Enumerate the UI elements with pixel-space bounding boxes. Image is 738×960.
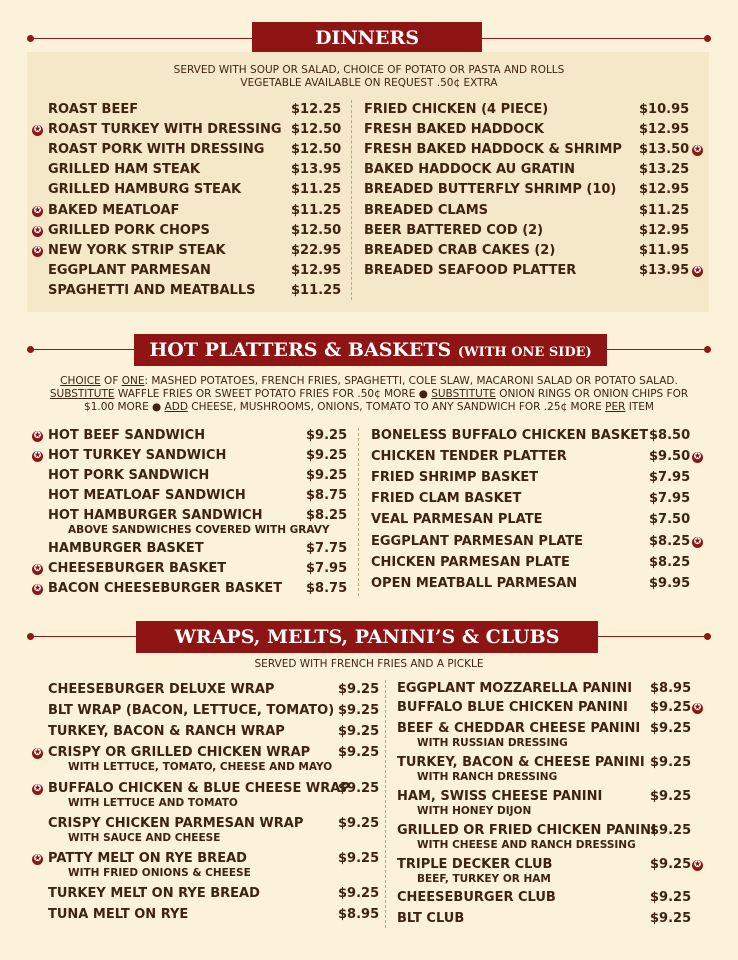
menu-item-price: $9.25 <box>306 448 348 463</box>
menu-item-price: $22.95 <box>291 242 342 258</box>
menu-item <box>397 700 628 716</box>
featured-star-icon: ✪ <box>693 860 702 870</box>
menu-item-name: EGGPLANT PARMESAN PLATE <box>371 533 584 549</box>
wraps-divider <box>385 680 386 928</box>
menu-item-price: $13.95 <box>291 162 342 178</box>
menu-item-name: TURKEY, BACON & RANCH WRAP <box>48 724 285 739</box>
menu-item-price: $11.25 <box>639 202 690 218</box>
menu-item-name: ROAST TURKEY WITH DRESSING <box>48 122 282 138</box>
menu-item <box>48 182 241 198</box>
menu-item-name: FRIED CLAM BASKET <box>371 491 522 507</box>
menu-item-price: $9.25 <box>650 789 692 804</box>
menu-item-name: FRESH BAKED HADDOCK <box>364 122 544 138</box>
menu-item-price: $9.95 <box>649 575 691 591</box>
menu-item <box>371 449 567 465</box>
menu-item-price: $12.95 <box>291 262 342 278</box>
featured-star-icon: ✪ <box>33 854 42 864</box>
menu-item <box>397 823 656 851</box>
menu-item-name: HOT PORK SANDWICH <box>48 468 210 483</box>
menu-item-price: $9.25 <box>650 700 692 715</box>
menu-item <box>48 907 188 923</box>
menu-item-name: FRIED CHICKEN (4 PIECE) <box>364 102 549 117</box>
menu-item-name: SPAGHETTI AND MEATBALLS <box>48 282 256 298</box>
menu-item-name: BAKED MEATLOAF <box>48 202 180 218</box>
menu-item-description: WITH SAUCE AND CHEESE <box>68 832 221 844</box>
platters-divider <box>358 428 359 596</box>
menu-item <box>364 122 544 138</box>
menu-item <box>364 142 622 158</box>
menu-item-name: CHEESEBURGER BASKET <box>48 561 227 576</box>
menu-item-name: FRIED SHRIMP BASKET <box>371 470 539 486</box>
menu-item <box>48 263 211 279</box>
menu-item <box>48 851 251 879</box>
menu-item-name: TURKEY MELT ON RYE BREAD <box>48 886 260 901</box>
featured-star-icon: ✪ <box>33 125 42 136</box>
menu-item-price: $8.95 <box>338 907 380 922</box>
menu-item <box>371 512 542 528</box>
menu-item-price: $9.25 <box>338 682 380 697</box>
menu-item-name: BAKED HADDOCK AU GRATIN <box>364 162 576 178</box>
menu-item-name: EGGPLANT MOZZARELLA PANINI <box>397 681 633 696</box>
menu-item <box>371 491 521 507</box>
wraps-note: SERVED WITH FRENCH FRIES AND A PICKLE <box>254 658 484 670</box>
menu-item-description: ABOVE SANDWICHES COVERED WITH GRAVY <box>68 524 330 536</box>
menu-item-name: TRIPLE DECKER CLUB <box>397 857 553 872</box>
menu-item <box>48 102 138 118</box>
menu-item-price: $13.95 <box>639 262 690 278</box>
menu-item-price: $9.25 <box>650 911 692 926</box>
menu-item-name: VEAL PARMESAN PLATE <box>371 512 543 528</box>
menu-item-name: GRILLED HAMBURG STEAK <box>48 182 242 198</box>
menu-item <box>48 468 209 484</box>
featured-star-icon: ✪ <box>33 748 42 758</box>
menu-item-name: HOT HAMBURGER SANDWICH <box>48 508 263 523</box>
menu-item-price: $9.25 <box>306 468 348 483</box>
menu-item <box>371 555 570 571</box>
menu-item-name: BEER BATTERED COD (2) <box>364 222 544 238</box>
menu-item-price: $12.50 <box>291 142 342 158</box>
menu-item-price: $9.25 <box>338 851 380 866</box>
menu-item <box>397 755 645 783</box>
menu-item-name: BREADED CLAMS <box>364 202 489 218</box>
menu-item-price: $8.25 <box>649 533 691 549</box>
menu-item-price: $9.25 <box>650 890 692 905</box>
menu-item-description: BEEF, TURKEY OR HAM <box>417 873 551 885</box>
dinners-note: SERVED WITH SOUP OR SALAD, CHOICE OF POTATO OR PASTA AND ROLLS VEGETABLE AVAILABLE ON REQUEST .50¢ EXTRA <box>173 64 565 89</box>
menu-item-name: BEEF & CHEDDAR CHEESE PANINI <box>397 721 641 736</box>
menu-item-name: CHICKEN TENDER PLATTER <box>371 449 567 465</box>
menu-item-price: $8.75 <box>306 581 348 596</box>
featured-star-icon: ✪ <box>33 205 42 216</box>
menu-item <box>48 243 226 259</box>
menu-item-name: BLT CLUB <box>397 911 465 926</box>
menu-item-price: $9.25 <box>338 703 380 718</box>
menu-item <box>48 223 210 239</box>
menu-item-name: TURKEY, BACON & CHEESE PANINI <box>397 755 645 770</box>
menu-item-price: $8.25 <box>649 554 691 570</box>
menu-item-name: NEW YORK STRIP STEAK <box>48 242 226 258</box>
menu-item-name: ROAST BEEF <box>48 102 139 117</box>
menu-item-price: $9.25 <box>338 886 380 901</box>
menu-item-price: $9.25 <box>650 721 692 736</box>
menu-item-description: WITH LETTUCE AND TOMATO <box>68 797 238 809</box>
featured-star-icon: ✪ <box>33 784 42 794</box>
menu-item <box>397 857 552 885</box>
menu-item-name: GRILLED PORK CHOPS <box>48 222 210 238</box>
menu-item <box>48 561 226 577</box>
menu-item-price: $9.25 <box>650 823 692 838</box>
menu-item-name: TUNA MELT ON RYE <box>48 907 189 922</box>
menu-item-price: $12.50 <box>291 122 342 138</box>
menu-item-description: WITH CHEESE AND RANCH DRESSING <box>417 839 636 851</box>
menu-item-price: $9.25 <box>338 816 380 831</box>
menu-item-price: $9.25 <box>650 857 692 872</box>
menu-item-description: WITH FRIED ONIONS & CHEESE <box>68 867 251 879</box>
menu-item-price: $11.25 <box>291 282 342 298</box>
menu-item <box>397 789 602 817</box>
menu-item-name: BREADED SEAFOOD PLATTER <box>364 262 577 278</box>
menu-item-name: BREADED CRAB CAKES (2) <box>364 242 556 258</box>
menu-item-price: $10.95 <box>639 102 690 117</box>
dinners-heading: DINNERS <box>252 22 482 54</box>
menu-item-price: $12.95 <box>639 222 690 238</box>
menu-item <box>371 470 538 486</box>
menu-item <box>48 541 204 557</box>
menu-item <box>48 162 200 178</box>
menu-item-description: WITH LETTUCE, TOMATO, CHEESE AND MAYO <box>68 761 333 773</box>
menu-item <box>397 911 464 927</box>
menu-item-name: ROAST PORK WITH DRESSING <box>48 142 265 158</box>
menu-item <box>48 703 334 719</box>
menu-item-name: OPEN MEATBALL PARMESAN <box>371 575 578 591</box>
menu-item-price: $12.95 <box>639 122 690 138</box>
featured-star-icon: ✪ <box>693 703 702 713</box>
menu-item-name: BLT WRAP (BACON, LETTUCE, TOMATO) <box>48 703 335 718</box>
menu-item-price: $7.95 <box>306 561 348 576</box>
menu-item <box>364 223 543 239</box>
menu-item <box>48 682 274 698</box>
menu-item <box>371 534 583 550</box>
menu-item <box>364 182 616 198</box>
menu-item-name: HOT BEEF SANDWICH <box>48 428 206 443</box>
menu-item-name: HAM, SWISS CHEESE PANINI <box>397 789 603 804</box>
menu-item-name: CHICKEN PARMESAN PLATE <box>371 554 570 570</box>
menu-item-price: $13.50 <box>639 142 690 158</box>
menu-item-name: FRESH BAKED HADDOCK & SHRIMP <box>364 142 622 158</box>
menu-item <box>364 203 488 219</box>
menu-item-price: $7.50 <box>649 512 691 528</box>
menu-item <box>48 886 260 902</box>
menu-item <box>397 681 632 697</box>
menu-item <box>364 162 575 178</box>
featured-star-icon: ✪ <box>693 452 702 463</box>
menu-item <box>48 488 246 504</box>
featured-star-icon: ✪ <box>33 584 42 594</box>
menu-item-price: $8.95 <box>650 681 692 696</box>
menu-item-name: HOT MEATLOAF SANDWICH <box>48 488 246 503</box>
dinners-divider <box>351 100 352 300</box>
menu-item <box>48 508 330 536</box>
menu-item-description: WITH RANCH DRESSING <box>417 771 558 783</box>
menu-item-price: $7.95 <box>649 470 691 486</box>
menu-item-price: $9.50 <box>649 449 691 465</box>
menu-item-name: HOT TURKEY SANDWICH <box>48 448 227 463</box>
menu-item-description: WITH RUSSIAN DRESSING <box>417 737 568 749</box>
menu-item <box>48 781 350 809</box>
menu-item-price: $8.25 <box>306 508 348 523</box>
menu-item <box>48 745 332 773</box>
menu-item-name: CHEESEBURGER CLUB <box>397 890 556 905</box>
menu-item <box>48 203 179 219</box>
menu-item <box>48 122 282 138</box>
featured-star-icon: ✪ <box>33 564 42 574</box>
menu-item-name: GRILLED OR FRIED CHICKEN PANINI <box>397 823 656 838</box>
menu-item <box>397 721 640 749</box>
menu-item-price: $9.25 <box>338 724 380 739</box>
menu-item-price: $11.25 <box>291 182 342 198</box>
menu-item-name: CHEESEBURGER DELUXE WRAP <box>48 682 275 697</box>
menu-item-name: CRISPY CHICKEN PARMESAN WRAP <box>48 816 304 831</box>
featured-star-icon: ✪ <box>33 225 42 236</box>
menu-item-name: BUFFALO BLUE CHICKEN PANINI <box>397 700 628 715</box>
menu-item-price: $12.50 <box>291 222 342 238</box>
menu-item <box>48 816 303 844</box>
menu-item <box>364 102 548 118</box>
menu-item-name: HAMBURGER BASKET <box>48 541 204 556</box>
menu-item <box>48 283 255 299</box>
menu-item-description: WITH HONEY DIJON <box>417 805 532 817</box>
menu-item-price: $12.95 <box>639 182 690 198</box>
menu-item-price: $8.50 <box>649 428 691 443</box>
wraps-heading: WRAPS, MELTS, PANINI’S & CLUBS <box>136 621 598 653</box>
menu-item <box>48 142 264 158</box>
menu-item <box>48 448 226 464</box>
menu-item <box>364 243 555 259</box>
menu-item-price: $7.95 <box>649 491 691 507</box>
menu-item <box>48 581 282 597</box>
menu-item-price: $8.75 <box>306 488 348 503</box>
menu-item <box>371 428 648 444</box>
menu-item-price: $9.25 <box>338 781 380 796</box>
menu-item-price: $9.25 <box>338 745 380 760</box>
featured-star-icon: ✪ <box>33 451 42 461</box>
menu-item-price: $7.75 <box>306 541 348 556</box>
menu-item-price: $13.25 <box>639 162 690 178</box>
menu-item-name: BUFFALO CHICKEN & BLUE CHEESE WRAP <box>48 781 350 796</box>
menu-item <box>48 724 285 740</box>
menu-item-name: CRISPY OR GRILLED CHICKEN WRAP <box>48 745 311 760</box>
featured-star-icon: ✪ <box>33 431 42 441</box>
menu-item <box>364 263 576 279</box>
platters-note: CHOICE OF ONE: MASHED POTATOES, FRENCH FRIES, SPAGHETTI, COLE SLAW, MACARONI SALAD OR POTATO SALAD. SUBSTITUTE WAFFLE FRIES OR SWEET POTATO FRIES FOR .50¢ MORE ● SUBSTITUTE ONION RINGS OR ONION CHIPS FOR $1.00 MORE ● ADD CHEESE, MUSHROOMS, ONIONS, TOMATO TO ANY SANDWICH FOR .25¢ MORE PER ITEM <box>49 375 689 413</box>
menu-item <box>397 890 556 906</box>
menu-item-name: BONELESS BUFFALO CHICKEN BASKET <box>371 428 649 443</box>
menu-item <box>48 428 205 444</box>
menu-item-price: $12.25 <box>291 102 342 117</box>
featured-star-icon: ✪ <box>693 265 702 276</box>
featured-star-icon: ✪ <box>693 536 702 547</box>
featured-star-icon: ✪ <box>33 245 42 256</box>
menu-item-price: $11.25 <box>291 202 342 218</box>
featured-star-icon: ✪ <box>693 145 702 156</box>
menu-item-price: $9.25 <box>306 428 348 443</box>
menu-item-name: PATTY MELT ON RYE BREAD <box>48 851 247 866</box>
menu-item-name: BACON CHEESEBURGER BASKET <box>48 581 283 596</box>
platters-heading: HOT PLATTERS & BASKETS (WITH ONE SIDE) <box>134 334 607 366</box>
menu-item-price: $9.25 <box>650 755 692 770</box>
menu-item-name: GRILLED HAM STEAK <box>48 162 200 178</box>
menu-item-name: BREADED BUTTERFLY SHRIMP (10) <box>364 182 617 198</box>
menu-item-price: $11.95 <box>639 242 690 258</box>
menu-item <box>371 576 577 592</box>
menu-item-name: EGGPLANT PARMESAN <box>48 262 211 278</box>
